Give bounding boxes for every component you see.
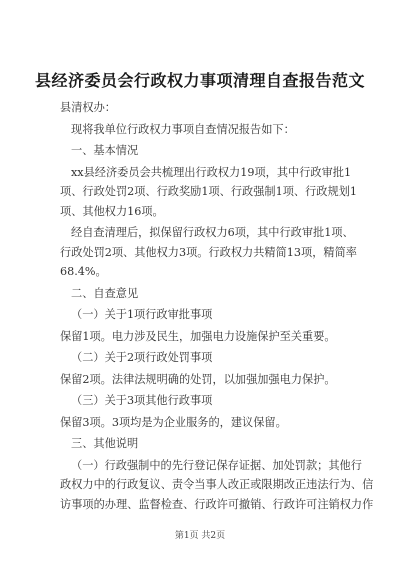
subsection-3-heading: （三）关于3项其他行政事项 (71, 394, 213, 407)
subsection-1-text: 保留1项。电力涉及民生，加强电力设施保护至关重要。 (60, 329, 336, 343)
section-3-heading: 三、其他说明 (71, 437, 139, 450)
salutation: 县清权办： (60, 101, 116, 114)
section-1-paragraph-2-line-2: 行政处罚2项、其他权力3项。行政权力共精简13项，精简率 (60, 245, 357, 259)
subsection-1-heading: （一）关于1项行政审批事项 (71, 308, 213, 321)
section-1-heading: 一、基本情况 (71, 144, 139, 157)
section-3-paragraph-line-2: 政权力中的行政复议、责令当事人改正或限期改正违法行为、信 (60, 478, 374, 491)
document-title: 县经济委员会行政权力事项清理自查报告范文 (34, 71, 365, 90)
section-1-paragraph-1-line-3: 项、其他权力16项。 (60, 204, 164, 218)
section-1-paragraph-1-line-2: 项、行政处罚2项、行政奖励1项、行政强制1项、行政规划1 (60, 185, 357, 198)
intro-line: 现将我单位行政权力事项自查情况报告如下： (71, 122, 295, 136)
section-1-paragraph-2-line-1: 经自查清理后，拟保留行政权力6项，其中行政审批1项、 (71, 226, 354, 239)
section-1-paragraph-1-line-1: xx县经济委员会共梳理出行政权力19项，其中行政审批1 (71, 165, 352, 179)
page-footer: 第1页 共2页 (174, 531, 226, 541)
subsection-2-heading: （二）关于2项行政处罚事项 (71, 351, 213, 364)
section-1-paragraph-2-line-3: 68.4%。 (60, 265, 107, 278)
section-2-heading: 二、自查意见 (71, 286, 139, 300)
section-3-paragraph-line-1: （一）行政强制中的先行登记保存证据、加处罚款；其他行 (71, 458, 362, 472)
document-body (60, 98, 374, 514)
subsection-2-text: 保留2项。法律法规明确的处罚，以加强加强电力保护。 (60, 372, 336, 386)
section-3-paragraph-line-3: 访事项的办理、监督检查、行政许可撤销、行政许可注销权力作 (60, 497, 374, 511)
subsection-3-text: 保留3项。3项均是为企业服务的，建议保留。 (60, 415, 287, 429)
